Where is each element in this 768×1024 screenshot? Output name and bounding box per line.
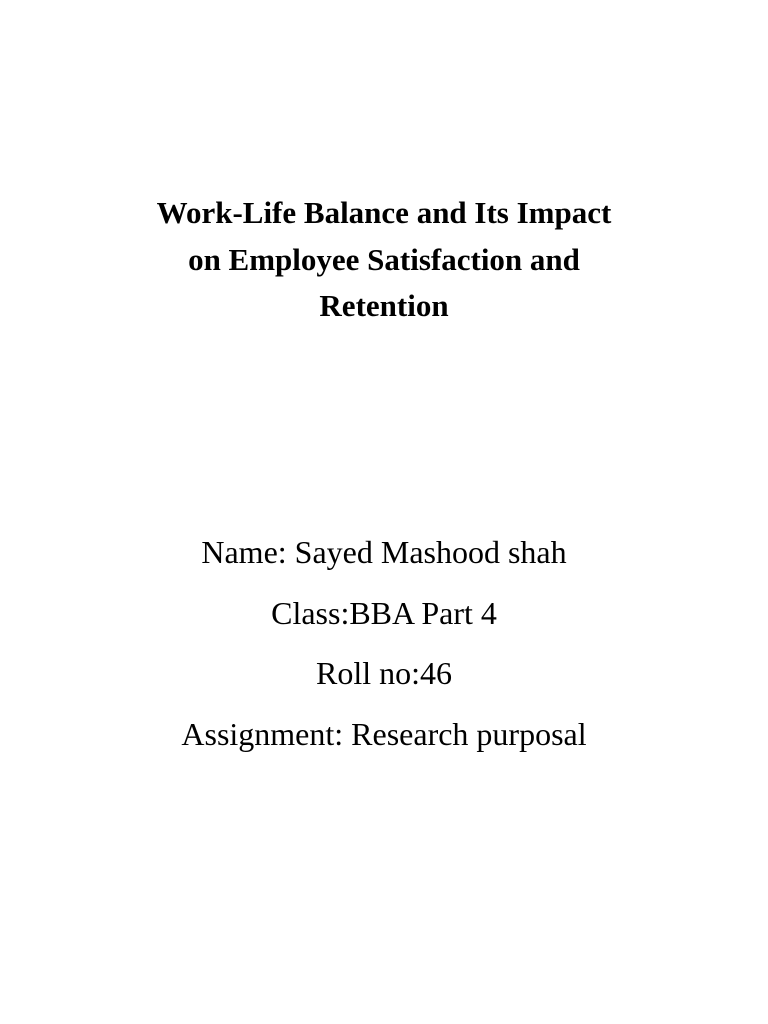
student-details xyxy=(84,528,684,770)
assignment-type: Assignment: Research purposal xyxy=(181,715,587,752)
student-name: Name: Sayed Mashood shah xyxy=(201,534,567,570)
title-line-2: on Employee Satisfaction and xyxy=(188,241,580,277)
title-line-3: Retention xyxy=(319,288,449,323)
document-title xyxy=(84,190,684,330)
student-class: Class:BBA Part 4 xyxy=(271,594,497,631)
roll-number: Roll no:46 xyxy=(315,655,452,691)
title-line-1: Work-Life Balance and Its Impact xyxy=(156,195,612,230)
